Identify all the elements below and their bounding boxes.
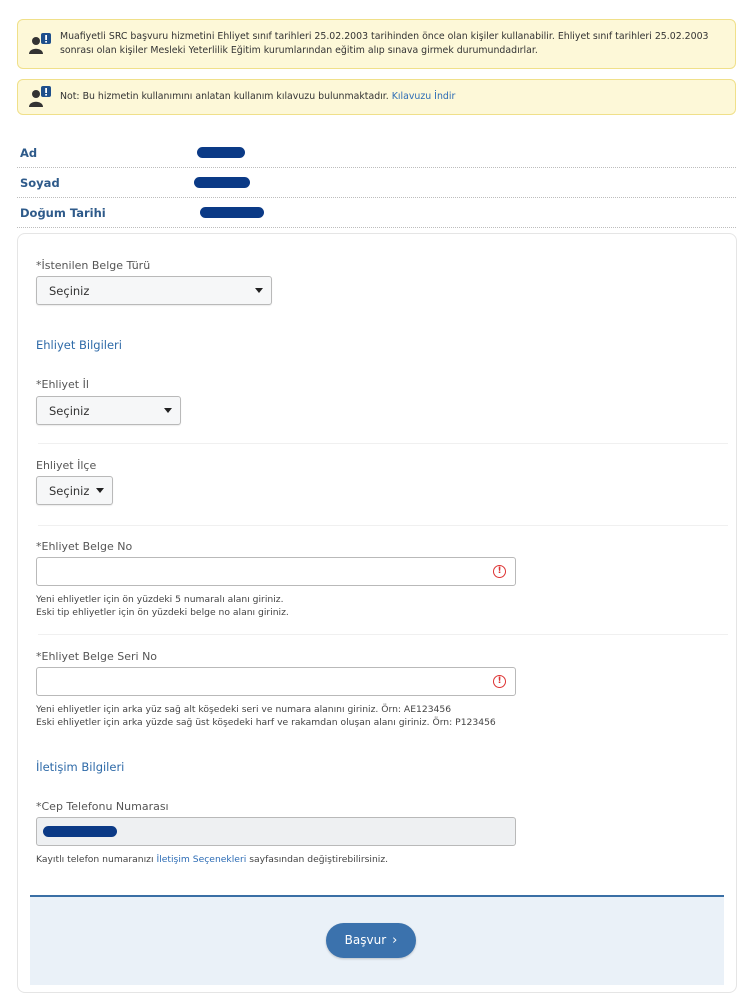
contact-section-title: İletişim Bilgileri (36, 760, 125, 774)
surname-row (17, 168, 736, 198)
license-district-value: Seçiniz (49, 484, 90, 498)
form-actions (30, 895, 724, 985)
license-doc-no-input[interactable] (36, 557, 516, 586)
document-type-label: *İstenilen Belge Türü (36, 259, 151, 272)
phone-hint-after: sayfasından değiştirebilirsiniz. (249, 854, 389, 865)
guide-notice-message: Not: Bu hizmetin kullanımını anlatan kullanım kılavuzu bulunmaktadır. (60, 91, 389, 102)
license-serial-no-input[interactable] (36, 667, 516, 696)
document-type-select[interactable] (36, 276, 272, 305)
chevron-down-icon (164, 408, 172, 413)
license-city-select[interactable] (36, 396, 181, 425)
name-row (17, 138, 736, 168)
license-city-value: Seçiniz (49, 404, 90, 418)
contact-options-link[interactable]: İletişim Seçenekleri (156, 854, 247, 865)
divider (38, 634, 728, 635)
birthdate-label: Doğum Tarihi (20, 206, 106, 220)
user-alert-icon (28, 32, 52, 56)
license-section-title: Ehliyet Bilgileri (36, 338, 122, 352)
phone-input[interactable] (36, 817, 516, 846)
divider (38, 525, 728, 526)
license-district-select[interactable] (36, 476, 113, 505)
document-type-value: Seçiniz (49, 284, 90, 298)
license-doc-no-hint-old: Eski tip ehliyetler için ön yüzdeki belge no alanı giriniz. (36, 607, 289, 618)
license-city-label: *Ehliyet İl (36, 378, 89, 391)
license-serial-no-hint (36, 703, 496, 729)
chevron-down-icon (255, 288, 263, 293)
download-guide-link[interactable]: Kılavuzu İndir (391, 91, 456, 102)
phone-value-redacted (43, 826, 117, 837)
user-alert-icon (28, 85, 52, 109)
application-form (17, 233, 737, 993)
license-doc-no-label: *Ehliyet Belge No (36, 540, 133, 553)
birthdate-row (17, 198, 736, 228)
warning-icon: ! (493, 565, 506, 578)
phone-label: *Cep Telefonu Numarası (36, 800, 169, 813)
divider (38, 443, 728, 444)
license-serial-no-hint-new: Yeni ehliyetler için arka yüz sağ alt köşedeki seri ve numara alanını giriniz. Örn: AE123456 (36, 704, 452, 715)
guide-notice-text (60, 90, 723, 104)
name-label: Ad (20, 146, 38, 160)
apply-button[interactable] (326, 923, 416, 958)
chevron-right-icon: › (392, 933, 398, 948)
license-serial-no-label: *Ehliyet Belge Seri No (36, 650, 158, 663)
eligibility-notice (17, 19, 736, 69)
license-serial-no-hint-old: Eski ehliyetler için arka yüzde sağ üst köşedeki harf ve rakamdan oluşan alanı giriniz. Örn: P123456 (36, 717, 496, 728)
phone-hint-before: Kayıtlı telefon numaranızı (36, 854, 154, 865)
eligibility-notice-text: Muafiyetli SRC başvuru hizmetini Ehliyet sınıf tarihleri 25.02.2003 tarihinden önce olan kişiler kullanabilir. Ehliyet sınıf tarihleri 25.02.2003 sonrası olan kişiler Mesleki Yeterlilik Eğitim kurumlarından eğitim alıp sınava girmek durumundadırlar. (60, 31, 709, 56)
phone-hint (36, 853, 388, 866)
warning-icon: ! (493, 675, 506, 688)
surname-label: Soyad (20, 176, 60, 190)
license-doc-no-hint (36, 593, 289, 619)
name-value-redacted (197, 147, 245, 158)
license-doc-no-hint-new: Yeni ehliyetler için ön yüzdeki 5 numaralı alanı giriniz. (36, 594, 284, 605)
license-district-label: Ehliyet İlçe (36, 459, 97, 472)
surname-value-redacted (194, 177, 250, 188)
guide-notice (17, 79, 736, 115)
apply-button-label: Başvur (344, 933, 387, 947)
birthdate-value-redacted (200, 207, 264, 218)
chevron-down-icon (96, 488, 104, 493)
